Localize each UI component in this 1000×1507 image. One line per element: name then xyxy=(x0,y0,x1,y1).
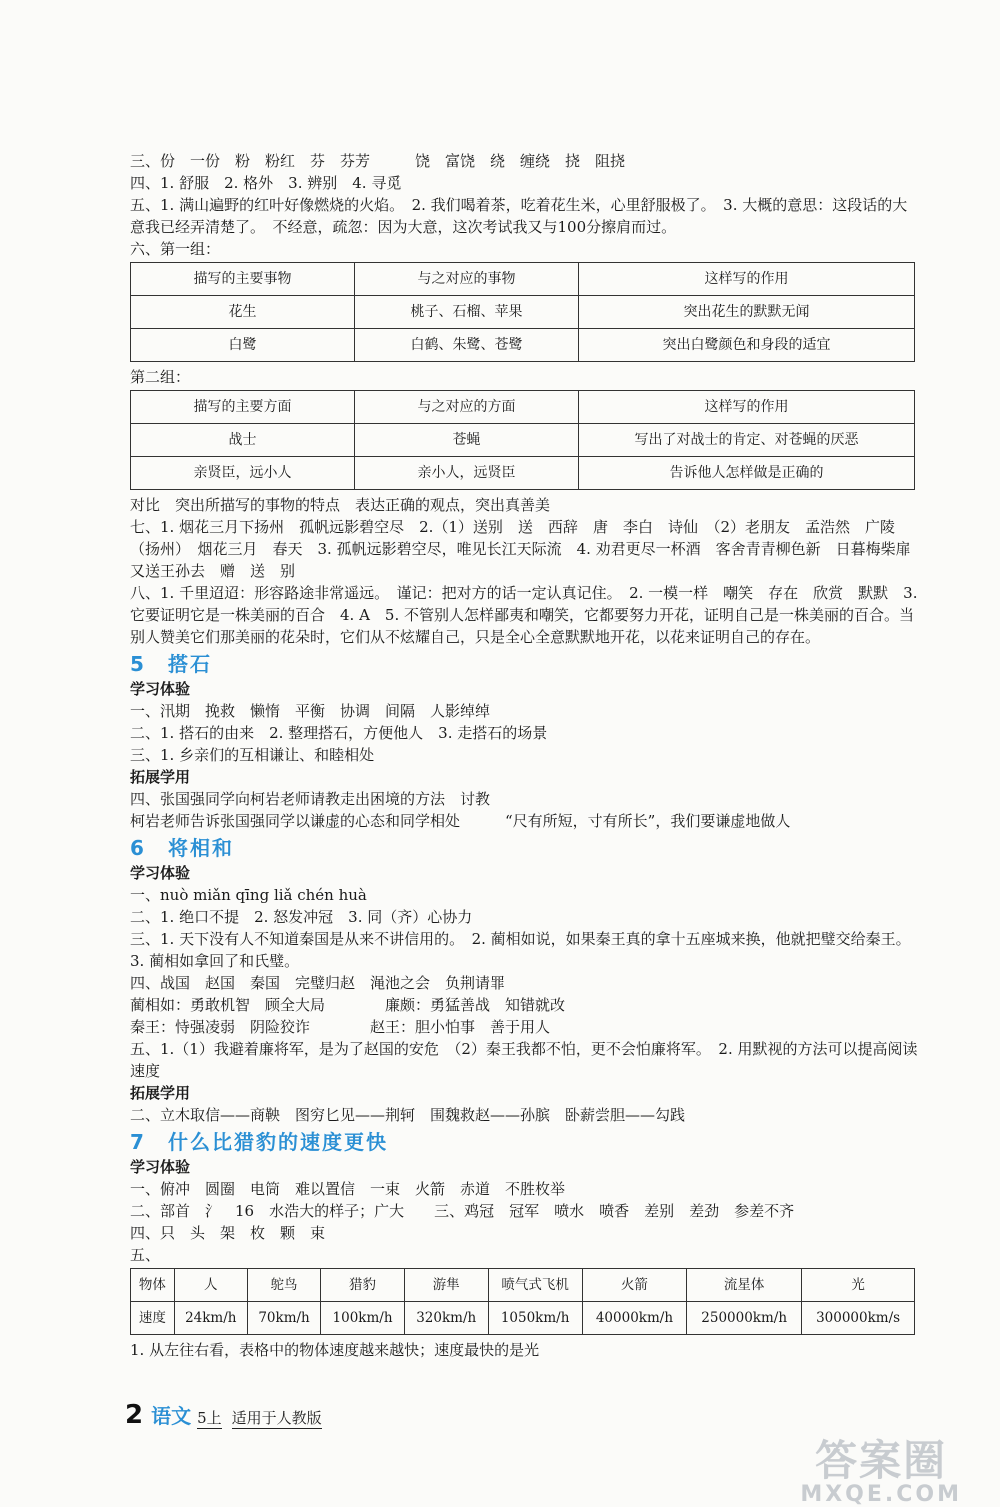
table-cell: 突出白鹭颜色和身段的适宜 xyxy=(579,329,915,362)
text-line: 二、部首 氵 16 水浩大的样子；广大 三、鸡冠 冠军 喷水 喷香 差别 差劲 参差不齐 xyxy=(130,1202,795,1220)
section-number: 6 xyxy=(130,836,144,860)
text-line: 柯岩老师告诉张国强同学以谦虚的心态和同学相处 “尺有所短，寸有所长”，我们要谦虚地做人 xyxy=(130,812,791,830)
text-line: 三、1. 乡亲们的互相谦让、和睦相处 xyxy=(130,746,375,764)
subheading: 学习体验 xyxy=(130,1158,191,1176)
table-row xyxy=(131,329,915,362)
text-line: 一、汛期 挽救 懒惰 平衡 协调 间隔 人影绰绰 xyxy=(130,702,491,720)
comparison-table-group1 xyxy=(130,262,915,362)
table-cell: 写出了对战士的肯定、对苍蝇的厌恶 xyxy=(579,424,915,457)
watermark-url: MXQE.COM xyxy=(800,1482,962,1507)
section-number: 7 xyxy=(130,1130,144,1154)
table-cell: 苍蝇 xyxy=(355,424,579,457)
table-cell: 流星体 xyxy=(687,1269,802,1302)
subheading: 学习体验 xyxy=(130,864,191,882)
table-cell: 人 xyxy=(174,1269,247,1302)
table-cell: 与之对应的方面 xyxy=(355,391,579,424)
text-line: 一、nuò miǎn qīng liǎ chén huà xyxy=(130,886,367,904)
speed-table xyxy=(130,1268,915,1335)
subject-label: 语文 xyxy=(151,1404,192,1428)
section-title-6 xyxy=(130,834,920,862)
text-line: 五、1. 满山遍野的红叶好像燃烧的火焰。 2. 我们喝着茶，吃着花生米，心里舒服极了。 3. 大概的意思：这段话的大意我已经弄清楚了。 不经意，疏忽：因为大意，这次考试我又与100分擦肩而过。 xyxy=(130,196,908,236)
table-cell: 猎豹 xyxy=(321,1269,405,1302)
table-cell: 100km/h xyxy=(321,1302,405,1335)
table-row xyxy=(131,296,915,329)
text-line: 一、俯冲 圆圈 电筒 难以置信 一束 火箭 赤道 不胜枚举 xyxy=(130,1180,566,1198)
table-cell: 250000km/h xyxy=(687,1302,802,1335)
section-name: 将相和 xyxy=(168,836,234,860)
table-row xyxy=(131,424,915,457)
section-title-7 xyxy=(130,1128,920,1156)
table-cell: 喷气式飞机 xyxy=(488,1269,582,1302)
table-cell: 告诉他人怎样做是正确的 xyxy=(579,457,915,490)
table-cell: 突出花生的默默无闻 xyxy=(579,296,915,329)
text-line: 二、立木取信——商鞅 图穷匕见——荆轲 围魏救赵——孙膑 卧薪尝胆——勾践 xyxy=(130,1106,686,1124)
table-cell: 24km/h xyxy=(174,1302,247,1335)
table-cell: 光 xyxy=(802,1269,915,1302)
table-cell: 白鹤、朱鹭、苍鹭 xyxy=(355,329,579,362)
table-cell: 40000km/h xyxy=(582,1302,687,1335)
text-line: 四、只 头 架 枚 颗 束 xyxy=(130,1224,326,1242)
section-title-5 xyxy=(130,650,920,678)
table-cell: 速度 xyxy=(131,1302,175,1335)
table-cell: 桃子、石榴、苹果 xyxy=(355,296,579,329)
text-line: 七、1. 烟花三月下扬州 孤帆远影碧空尽 2.（1）送别 送 西辞 唐 李白 诗仙 （2）老朋友 孟浩然 广陵（扬州） 烟花三月 春天 3. 孤帆远影碧空尽，唯见长江天际流 4. 劝君更尽一杯酒 客舍青青柳色新 日暮梅柴扉 又送王孙去 赠 送 别 xyxy=(130,518,926,580)
table-cell: 战士 xyxy=(131,424,355,457)
table-cell: 亲贤臣，远小人 xyxy=(131,457,355,490)
table-cell: 与之对应的事物 xyxy=(355,263,579,296)
text-line: 三、份 一份 粉 粉红 芬 芬芳 饶 富饶 绕 缠绕 挠 阻挠 xyxy=(130,152,626,170)
page-number: 2 xyxy=(125,1400,144,1430)
text-line: 四、战国 赵国 秦国 完璧归赵 渑池之会 负荆请罪 xyxy=(130,974,506,992)
text-line: 三、1. 天下没有人不知道秦国是从来不讲信用的。 2. 蔺相如说，如果秦王真的拿十五座城来换，他就把璧交给秦王。 3. 蔺相如拿回了和氏璧。 xyxy=(130,930,919,970)
page-footer xyxy=(125,1400,322,1430)
subheading: 拓展学用 xyxy=(130,768,191,786)
table-cell: 火箭 xyxy=(582,1269,687,1302)
text-line: 六、第一组： xyxy=(130,240,221,258)
table-cell: 70km/h xyxy=(247,1302,320,1335)
table-cell: 这样写的作用 xyxy=(579,263,915,296)
table-row xyxy=(131,1302,915,1335)
table-cell: 这样写的作用 xyxy=(579,391,915,424)
text-line: 秦王：恃强凌弱 阴险狡诈 赵王：胆小怕事 善于用人 xyxy=(130,1018,551,1036)
table-cell: 物体 xyxy=(131,1269,175,1302)
text-line: 八、1. 千里迢迢：形容路途非常遥远。 谨记：把对方的话一定认真记住。 2. 一模一样 嘲笑 存在 欣赏 默默 3. 它要证明它是一株美丽的百合 4. A 5. 不管别人怎样鄙夷和嘲笑，它都要努力开花，证明自己是一株美丽的百合。当别人赞美它们那美丽的花朵时，它们从不炫耀自己，只是全心全意默默地开花，以花来证明自己的存在。 xyxy=(130,584,918,646)
edition-label: 适用于人教版 xyxy=(231,1409,322,1427)
watermark-logo xyxy=(800,1428,962,1507)
text-line: 对比 突出所描写的事物的特点 表达正确的观点，突出真善美 xyxy=(130,496,551,514)
watermark-text: 答案圈 xyxy=(815,1436,948,1485)
table-row xyxy=(131,1269,915,1302)
table-cell: 白鹭 xyxy=(131,329,355,362)
table-cell: 鸵鸟 xyxy=(247,1269,320,1302)
text-line: 五、1.（1）我避着廉将军，是为了赵国的安危 （2）秦王我都不怕，更不会怕廉将军。 2. 用默视的方法可以提高阅读速度 xyxy=(130,1040,918,1080)
text-line: 1. 从左往右看，表格中的物体速度越来越快；速度最快的是光 xyxy=(130,1341,540,1359)
comparison-table-group2 xyxy=(130,390,915,490)
grade-label: 5上 xyxy=(197,1409,222,1427)
text-line: 四、张国强同学向柯岩老师请教走出困境的方法 讨教 xyxy=(130,790,491,808)
table-row xyxy=(131,263,915,296)
table-cell: 320km/h xyxy=(404,1302,488,1335)
section-number: 5 xyxy=(130,652,144,676)
section-name: 什么比猎豹的速度更快 xyxy=(168,1130,388,1154)
text-line: 四、1. 舒服 2. 格外 3. 辨别 4. 寻觅 xyxy=(130,174,402,192)
text-line: 二、1. 搭石的由来 2. 整理搭石，方便他人 3. 走搭石的场景 xyxy=(130,724,548,742)
table-cell: 描写的主要事物 xyxy=(131,263,355,296)
section-name: 搭石 xyxy=(168,652,212,676)
table-row xyxy=(131,391,915,424)
subheading: 学习体验 xyxy=(130,680,191,698)
table-cell: 描写的主要方面 xyxy=(131,391,355,424)
text-line: 二、1. 绝口不提 2. 怒发冲冠 3. 同（齐）心协力 xyxy=(130,908,473,926)
table-row xyxy=(131,457,915,490)
table-cell: 1050km/h xyxy=(488,1302,582,1335)
text-line: 五、 xyxy=(130,1246,161,1264)
table-cell: 游隼 xyxy=(404,1269,488,1302)
answer-content xyxy=(130,150,926,1361)
text-line: 第二组： xyxy=(130,368,191,386)
table-cell: 300000km/s xyxy=(802,1302,915,1335)
table-cell: 花生 xyxy=(131,296,355,329)
text-line: 蔺相如：勇敢机智 顾全大局 廉颇：勇猛善战 知错就改 xyxy=(130,996,566,1014)
subheading: 拓展学用 xyxy=(130,1084,191,1102)
table-cell: 亲小人，远贤臣 xyxy=(355,457,579,490)
